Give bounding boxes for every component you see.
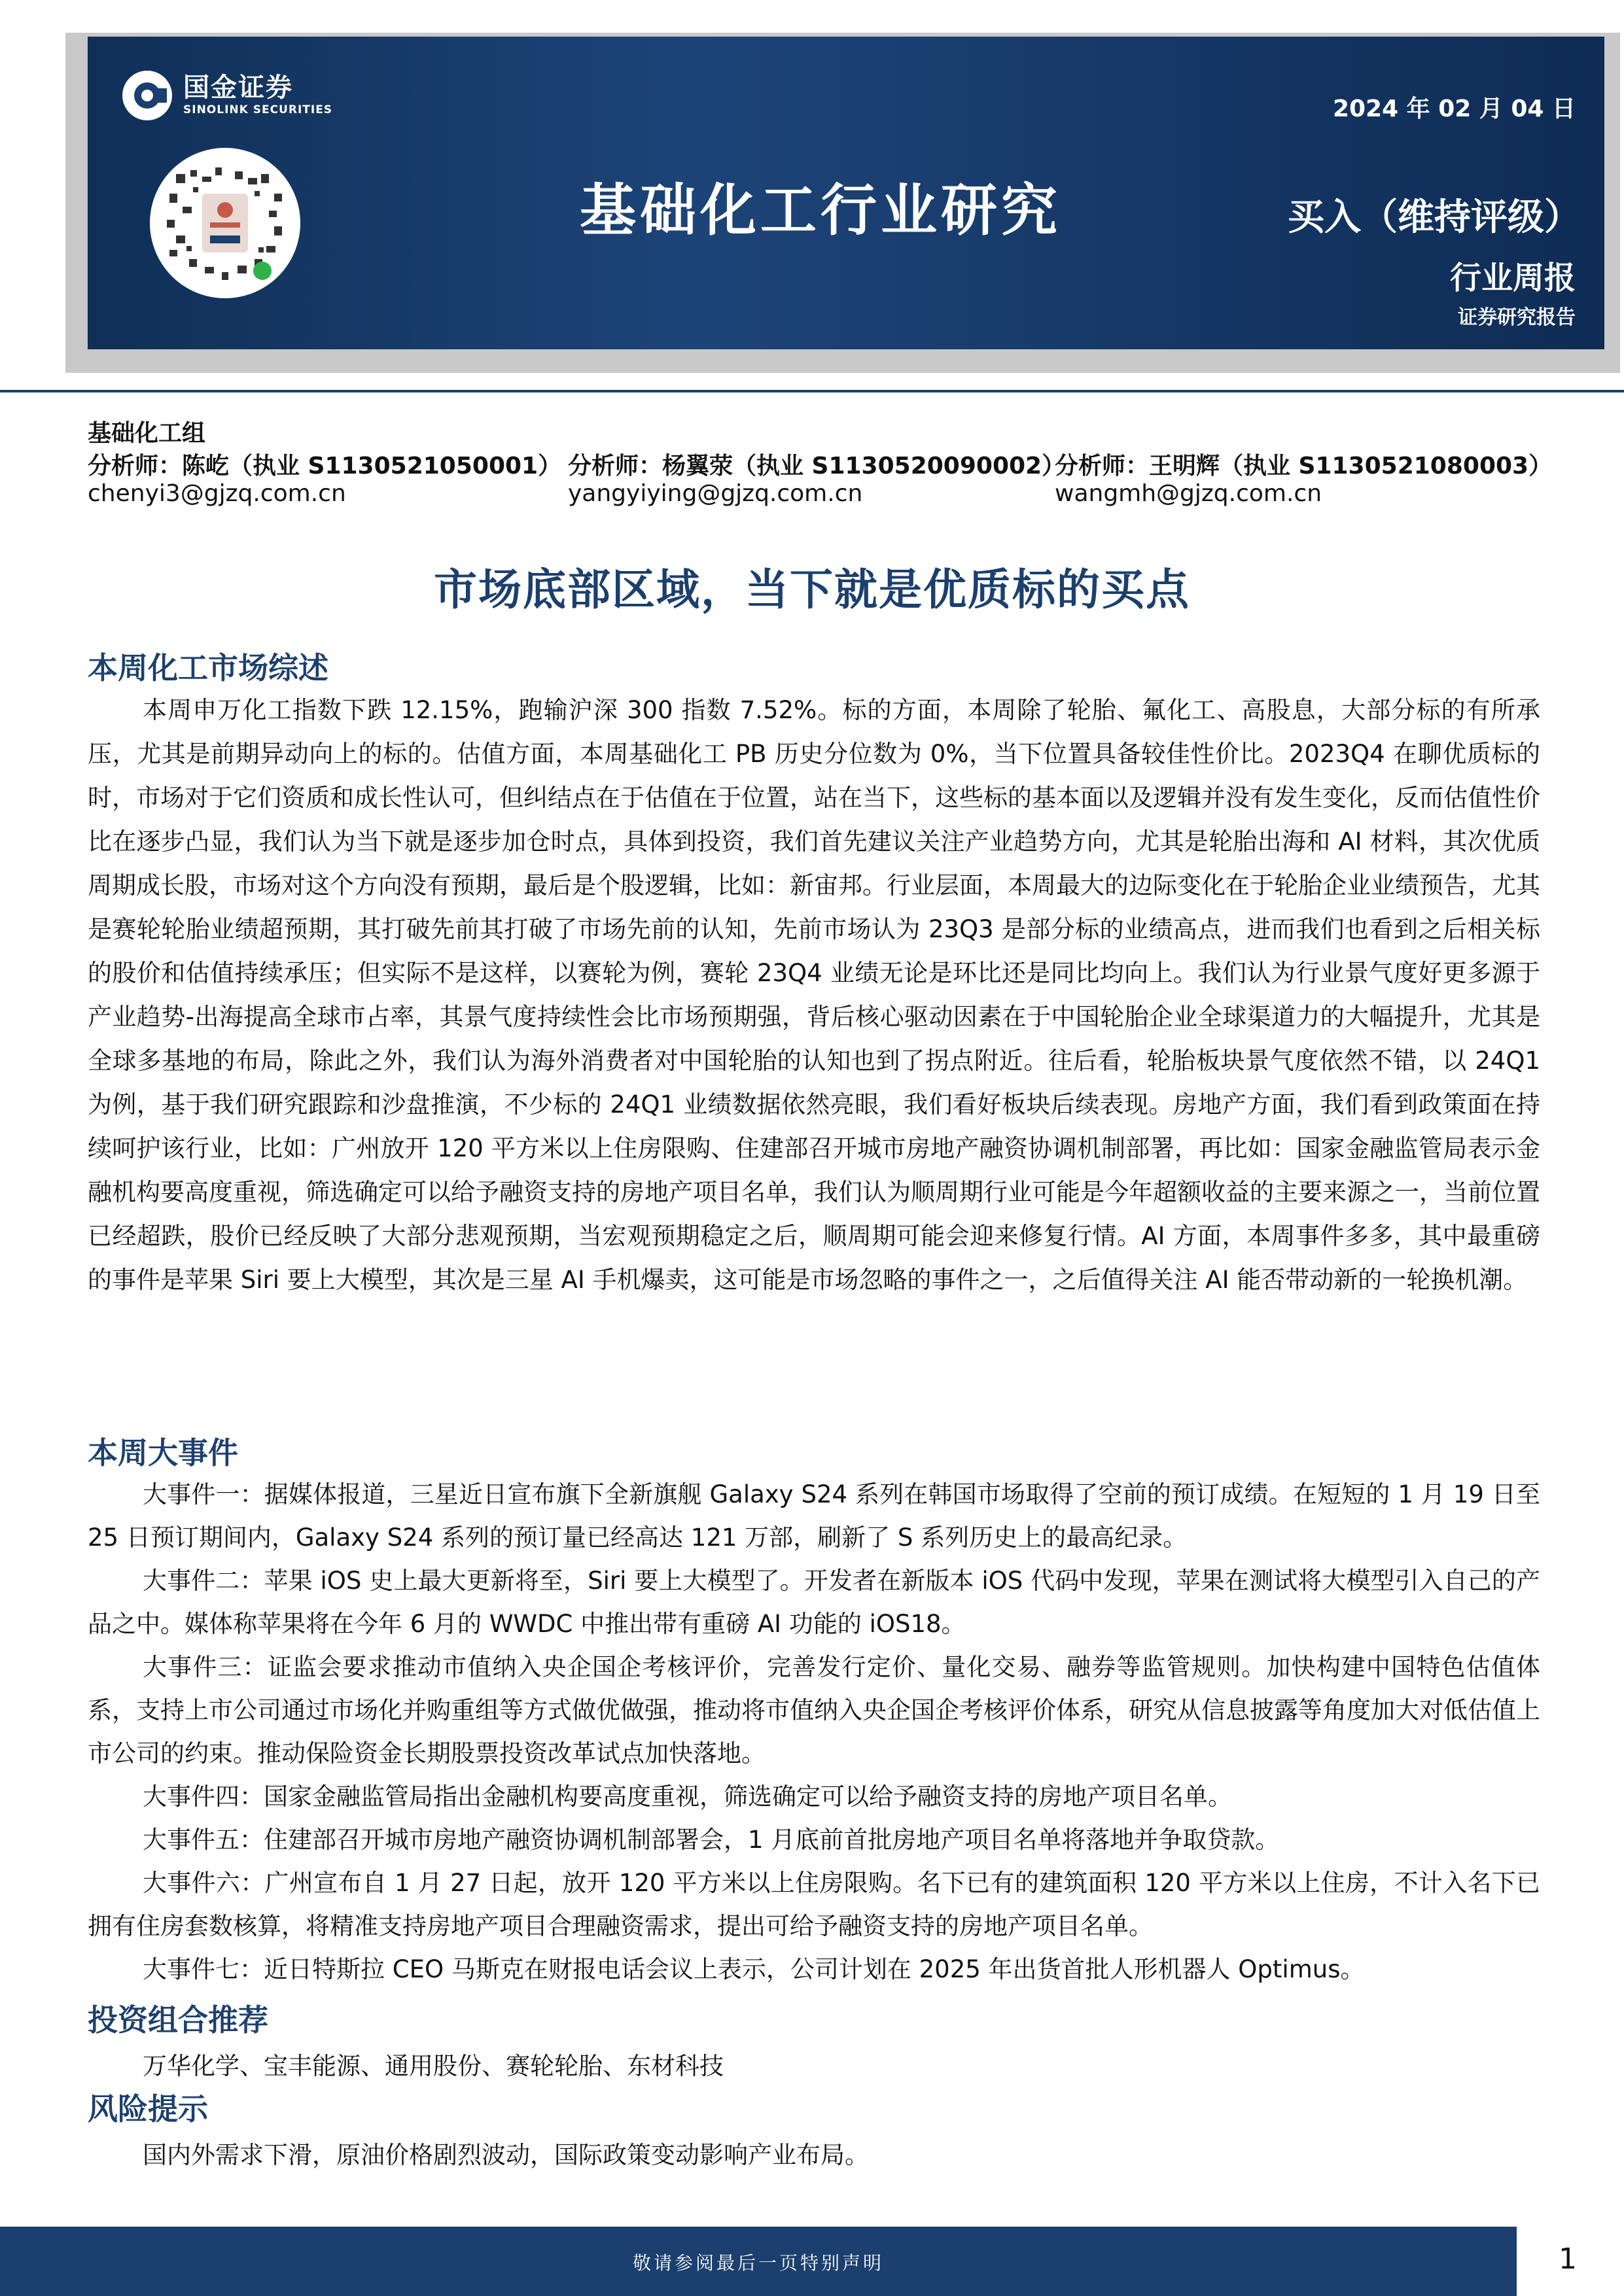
- sinolink-logo-icon: [120, 69, 174, 122]
- logo-text-en: SINOLINK SECURITIES: [183, 103, 333, 116]
- section-title-events: 本周大事件: [88, 1435, 238, 1470]
- event-item-4: 大事件四：国家金融监管局指出金融机构要高度重视，筛选确定可以给予融资支持的房地产项目名单。: [143, 1783, 1232, 1811]
- report-date: 2024 年 02 月 04 日: [1332, 96, 1576, 122]
- qr-code[interactable]: [150, 148, 300, 298]
- team-name: 基础化工组: [88, 420, 206, 447]
- report-type: 行业周报: [1449, 260, 1576, 296]
- event-item-7: 大事件七：近日特斯拉 CEO 马斯克在财报电话会议上表示，公司计划在 2025 年出货首批人形机器人 Optimus。: [143, 1955, 1365, 1983]
- analyst-3: 分析师：王明辉（执业 S1130521080003）: [1055, 453, 1553, 479]
- analyst-1-email[interactable]: chenyi3@gjzq.com.cn: [88, 480, 346, 507]
- analyst-2-email[interactable]: yangyiying@gjzq.com.cn: [568, 480, 863, 507]
- section-title-risk: 风险提示: [88, 2091, 208, 2127]
- logo-text-cn: 国金证券: [183, 73, 293, 103]
- event-item-5: 大事件五：住建部召开城市房地产融资协调机制部署会，1 月底前首批房地产项目名单将落地并争取贷款。: [143, 1826, 1280, 1854]
- section-title-portfolio: 投资组合推荐: [88, 2002, 268, 2038]
- report-headline: 市场底部区域，当下就是优质标的买点: [434, 565, 1190, 615]
- header-banner: [88, 37, 1604, 349]
- rating-label: 买入（维持评级）: [1288, 196, 1581, 239]
- overview-paragraph: 本周申万化工指数下跌 12.15%，跑输沪深 300 指数 7.52%。标的方面，本周除了轮胎、氟化工、高股息，大部分标的有所承压，尤其是前期异动向上的标的。估值方面，本周基础化工 PB 历史分位数为 0%，当下位置具备较佳性价比。2023Q4 在聊优质标的时，市场对于它们资质和成长性认可，但纠结点在于估值在于位置，站在当下，这些标的基本面以及逻辑并没有发生变化，反而估值性价比在逐步凸显，我们认为当下就是逐步加仓时点，具体到投资，我们首先建议关注产业趋势方向，尤其是轮胎出海和 AI 材料，其次优质周期成长股，市场对这个方向没有预期，最后是个股逻辑，比如：新宙邦。行业层面，本周最大的边际变化在于轮胎企业业绩预告，尤其是赛轮轮胎业绩超预期，其打破先前其打破了市场先前的认知，先前市场认为 23Q3 是部分标的业绩高点，进而我们也看到之后相关标的股价和估值持续承压；但实际不是这样，以赛轮为例，赛轮 23Q4 业绩无论是环比还是同比均向上。我们认为行业景气度好更多源于产业趋势-出海提高全球市占率，其景气度持续性会比市场预期强，背后核心驱动因素在于中国轮胎企业全球渠道力的大幅提升，尤其是全球多基地的布局，除此之外，我们认为海外消费者对中国轮胎的认知也到了拐点附近。往后看，轮胎板块景气度依然不错，以 24Q1 为例，基于我们研究跟踪和沙盘推演，不少标的 24Q1 业绩数据依然亮眼，我们看好板块后续表现。房地产方面，我们看到政策面在持续呵护该行业，比如：广州放开 120 平方米以上住房限购、住建部召开城市房地产融资协调机制部署，再比如：国家金融监管局表示金融机构要高度重视，筛选确定可以给予融资支持的房地产项目名单，我们认为顺周期行业可能是今年超额收益的主要来源之一，当前位置已经超跌，股价已经反映了大部分悲观预期，当宏观预期稳定之后，顺周期可能会迎来修复行情。AI 方面，本周事件多多，其中最重磅的事件是苹果 Siri 要上大模型，其次是三星 AI 手机爆卖，这可能是市场忽略的事件之一，之后值得关注 AI 能否带动新的一轮换机潮。: [88, 696, 1540, 1294]
- portfolio-list: 万华化学、宝丰能源、通用股份、赛轮轮胎、东材科技: [143, 2052, 724, 2080]
- event-item-1: 大事件一：据媒体报道，三星近日宣布旗下全新旗舰 Galaxy S24 系列在韩国市场取得了空前的预订成绩。在短短的 1 月 19 日至 25 日预订期间内，Galaxy S24 系列的预订量已经高达 121 万部，刷新了 S 系列历史上的最高纪录。: [88, 1480, 1540, 1552]
- report-subtitle: 证券研究报告: [1458, 306, 1576, 329]
- risk-text: 国内外需求下滑，原油价格剧烈波动，国际政策变动影响产业布局。: [143, 2141, 869, 2169]
- analyst-2: 分析师：杨翼荥（执业 S1130520090002）: [568, 453, 1066, 479]
- section-title-overview: 本周化工市场综述: [88, 650, 328, 686]
- qr-code-icon: [150, 148, 300, 298]
- event-item-3: 大事件三：证监会要求推动市值纳入央企国企考核评价，完善发行定价、量化交易、融券等监管规则。加快构建中国特色估值体系，支持上市公司通过市场化并购重组等方式做优做强，推动将市值纳入央企国企考核评价体系，研究从信息披露等角度加大对低估值上市公司的约束。推动保险资金长期股票投资改革试点加快落地。: [88, 1653, 1540, 1767]
- footer-disclaimer: 敬请参阅最后一页特别声明: [632, 2252, 884, 2274]
- event-item-6: 大事件六：广州宣布自 1 月 27 日起，放开 120 平方米以上住房限购。名下已有的建筑面积 120 平方米以上住房，不计入名下已拥有住房套数核算，将精准支持房地产项目合理融资需求，提出可给予融资支持的房地产项目名单。: [88, 1869, 1540, 1940]
- page-number: 1: [1559, 2242, 1577, 2276]
- analyst-3-email[interactable]: wangmh@gjzq.com.cn: [1055, 480, 1322, 507]
- report-title: 基础化工行业研究: [580, 178, 1061, 243]
- header-divider: [0, 390, 1624, 392]
- company-logo: [120, 66, 332, 125]
- analyst-1: 分析师：陈屹（执业 S1130521050001）: [88, 453, 562, 479]
- event-item-2: 大事件二：苹果 iOS 史上最大更新将至，Siri 要上大模型了。开发者在新版本 iOS 代码中发现，苹果在测试将大模型引入自己的产品之中。媒体称苹果将在今年 6 月的 WWDC 中推出带有重磅 AI 功能的 iOS18。: [88, 1567, 1540, 1638]
